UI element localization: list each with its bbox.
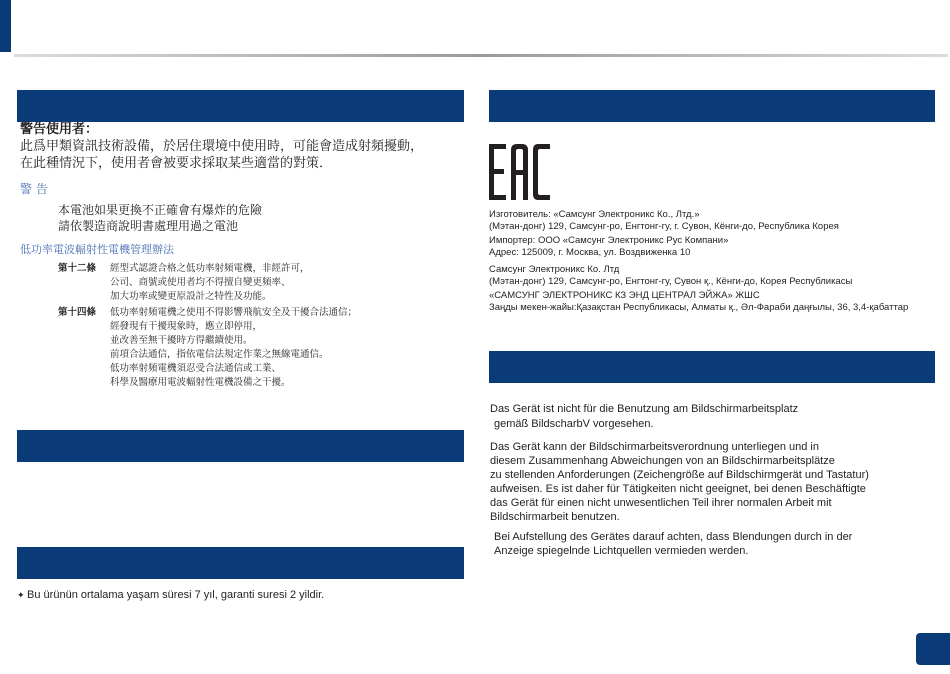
battery-warning-line: 本電池如果更換不正確會有爆炸的危險 [58,203,263,217]
section-bar-eac [489,90,935,122]
eac-ru-importer: Импортер: ООО «Самсунг Электроникс Рус Компани» [489,235,729,246]
germany-p2-line: zu stellenden Anforderungen (Zeichengröße auf Bildschirmgerät und Tastatur) [490,469,869,481]
article-12-line: 公司、商號或使用者均不得擅自變更頻率、 [110,277,291,288]
germany-p2-line: das Gerät für einen nicht unwesentlichen Teil ihrer normalen Arbeit mit [490,497,832,509]
taiwan-warning-line: 此爲甲類資訊技術設備，於居住環境中使用時，可能會造成射頻擾動， [20,139,424,154]
section-bar-germany [489,351,935,383]
article-12-line: 加大功率或變更原設計之特性及功能。 [110,291,272,302]
article-12-line: 經型式認證合格之低功率射頻電機，非經許可， [110,263,310,274]
section-bar-blank [17,430,464,462]
taiwan-warning-heading: 警告使用者： [20,122,99,137]
article-14-label: 第十四條 [58,307,97,318]
eac-kz-importer-address: Заңды мекен-жайы:Қазақстан Республикасы, Алматы қ., Әл-Фараби даңғылы, 36, 3,4-қабаттар [489,302,909,313]
germany-p3-line: Anzeige spiegelnde Lichtquellen vermieden werden. [494,545,749,557]
battery-warning-line: 請依製造商說明書處理用過之電池 [58,219,239,233]
germany-p2-line: Bildschirmarbeit benutzen. [490,511,620,523]
article-14-line: 前項合法通信，指依電信法規定作業之無線電通信。 [110,349,329,360]
battery-warning-heading: 警 告 [20,182,48,196]
germany-p3-line: Bei Aufstellung des Gerätes darauf achten, dass Blendungen durch in der [494,531,853,543]
eac-kz-importer: «САМСУНГ ЭЛЕКТРОНИКС КЗ ЭНД ЦЕНТРАЛ ЭЙЖА» ЖШС [489,290,760,301]
eac-kz-address: (Мэтан-донг) 129, Самсунг-ро, Енгтонг-гу, Сувон қ., Кёнги-до, Корея Республикасы [489,276,853,287]
taiwan-warning-line: 在此種情況下，使用者會被要求採取某些適當的對策． [20,156,333,171]
turkey-note [17,590,324,601]
article-14-line: 經發現有干擾現象時，應立即停用， [110,321,263,332]
article-14-line: 並改善至無干擾時方得繼續使用。 [110,335,253,346]
rf-regulation-heading: 低功率電波輻射性電機管理辦法 [20,243,174,256]
eac-ru-importer-address: Адрес: 125009, г. Москва, ул. Воздвиженка 10 [489,247,691,258]
chapter-tab [0,0,11,52]
germany-p2-line: diesem Zusammenhang Abweichungen von an Bildschirmarbeitsplätze [490,455,835,467]
article-14-line: 低功率射頻電機之使用不得影響飛航安全及干擾合法通信； [110,307,358,318]
turkey-note-text: Bu ürünün ortalama yaşam süresi 7 yıl, garanti suresi 2 yildir. [27,589,325,601]
eac-ru-manufacturer: Изготовитель: «Самсунг Электроникс Ко., Лтд.» [489,209,700,220]
bullet-icon: ✦ [17,590,28,600]
article-12-label: 第十二條 [58,263,97,274]
germany-p2-line: aufweisen. Es ist daher für Tätigkeiten nicht geeignet, bei denen Beschäftigte [490,483,866,495]
germany-p1-line: Das Gerät ist nicht für die Benutzung am Bildschirmarbeitsplatz [490,403,799,415]
germany-p1-line: gemäß BildscharbV vorgesehen. [494,418,654,430]
eac-ru-address: (Мэтан-донг) 129, Самсунг-ро, Енгтонг-гу, г. Сувон, Кёнги-до, Республика Корея [489,221,839,232]
article-14-line: 科學及醫療用電波輻射性電機設備之干擾。 [110,377,291,388]
section-bar-taiwan [17,90,464,122]
germany-p2-line: Das Gerät kann der Bildschirmarbeitsverordnung unterliegen und in [490,441,819,453]
header-rule [14,54,948,57]
section-bar-turkey [17,547,464,579]
page-number-tab [916,633,950,665]
eac-mark-logo [489,144,551,202]
article-14-line: 低功率射頻電機須忍受合法通信或工業、 [110,363,282,374]
eac-kz-manufacturer: Самсунг Электроникс Ко. Лтд [489,264,620,275]
